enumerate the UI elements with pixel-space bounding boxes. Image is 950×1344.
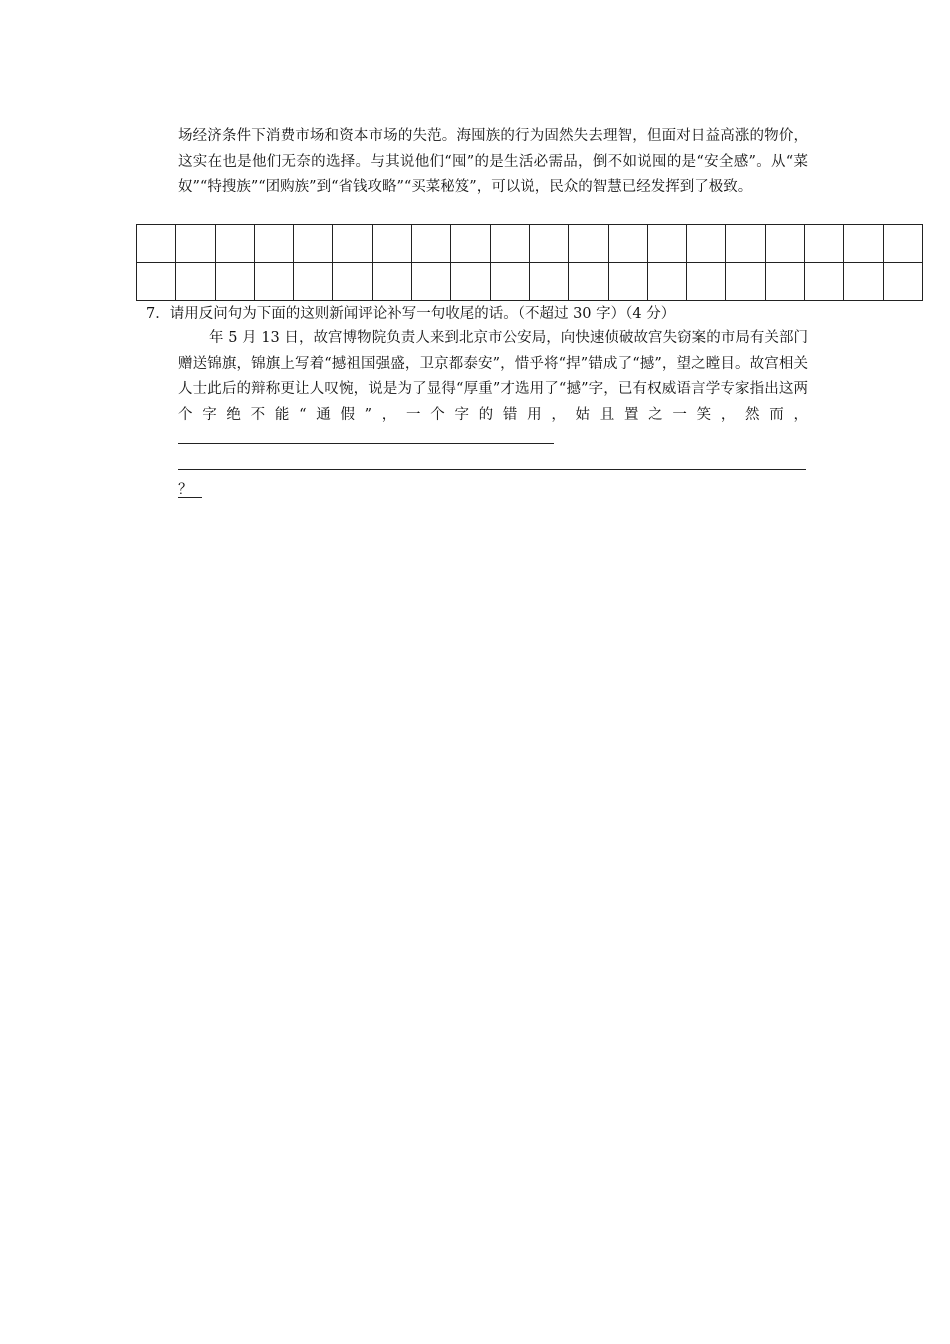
grid-cell[interactable] — [490, 225, 529, 263]
grid-cell[interactable] — [569, 263, 608, 301]
grid-cell[interactable] — [254, 225, 293, 263]
question-mark-ending: ？ — [178, 482, 193, 498]
grid-cell[interactable] — [215, 225, 254, 263]
grid-cell[interactable] — [176, 263, 215, 301]
answer-grid[interactable] — [136, 224, 923, 301]
grid-cell[interactable] — [372, 225, 411, 263]
grid-cell[interactable] — [883, 263, 922, 301]
grid-cell[interactable] — [805, 263, 844, 301]
grid-cell[interactable] — [529, 263, 568, 301]
grid-cell[interactable] — [254, 263, 293, 301]
grid-cell[interactable] — [765, 263, 804, 301]
answer-blank-line[interactable] — [178, 469, 806, 470]
grid-cell[interactable] — [608, 263, 647, 301]
question-7-prompt: 7．请用反问句为下面的这则新闻评论补写一句收尾的话。（不超过 30 字）（4 分） — [146, 306, 676, 322]
grid-cell[interactable] — [372, 263, 411, 301]
grid-cell[interactable] — [529, 225, 568, 263]
grid-row — [137, 263, 923, 301]
grid-cell[interactable] — [805, 225, 844, 263]
passage-text: 场经济条件下消费市场和资本市场的失范。海囤族的行为固然失去理智，但面对日益高涨的物价，这实在也是他们无奈的选择。与其说他们“囤”的是生活必需品，倒不如说囤的是“安全感”。从“菜奴”“特搜族”“团购族”到“省钱攻略”“买菜秘笈”，可以说，民众的智慧已经发挥到了极致。 — [178, 128, 808, 195]
grid-cell[interactable] — [844, 225, 883, 263]
grid-cell[interactable] — [215, 263, 254, 301]
grid-cell[interactable] — [412, 225, 451, 263]
grid-cell[interactable] — [687, 263, 726, 301]
question-7-body: 年 5 月 13 日，故宫博物院负责人来到北京市公安局，向快速侦破故宫失窃案的市局有关部门赠送锦旗，锦旗上写着“撼祖国强盛，卫京都泰安”，惜乎将“捍”错成了“撼”，望之瞠目。故宫相关人士此后的辩称更让人叹惋，说是为了显得“厚重”才选用了“撼”字，已有权威语言学专家指出这两个字绝不能“通假”，一个字的错用，姑且置之一笑，然而， — [178, 330, 808, 423]
grid-cell[interactable] — [333, 225, 372, 263]
grid-cell[interactable] — [608, 225, 647, 263]
grid-cell[interactable] — [294, 263, 333, 301]
grid-row — [137, 225, 923, 263]
grid-cell[interactable] — [765, 225, 804, 263]
grid-cell[interactable] — [176, 225, 215, 263]
grid-cell[interactable] — [647, 263, 686, 301]
grid-cell[interactable] — [490, 263, 529, 301]
grid-cell[interactable] — [451, 225, 490, 263]
grid-cell[interactable] — [726, 263, 765, 301]
grid-cell[interactable] — [687, 225, 726, 263]
grid-cell[interactable] — [883, 225, 922, 263]
grid-cell[interactable] — [333, 263, 372, 301]
grid-cell[interactable] — [294, 225, 333, 263]
grid-cell[interactable] — [412, 263, 451, 301]
grid-cell[interactable] — [137, 225, 176, 263]
grid-cell[interactable] — [844, 263, 883, 301]
grid-cell[interactable] — [647, 225, 686, 263]
question-7-passage — [178, 326, 808, 454]
question-mark-underline — [178, 497, 202, 498]
grid-cell[interactable] — [726, 225, 765, 263]
grid-cell[interactable] — [137, 263, 176, 301]
answer-blank-inline[interactable] — [178, 429, 554, 444]
grid-cell[interactable] — [569, 225, 608, 263]
grid-cell[interactable] — [451, 263, 490, 301]
